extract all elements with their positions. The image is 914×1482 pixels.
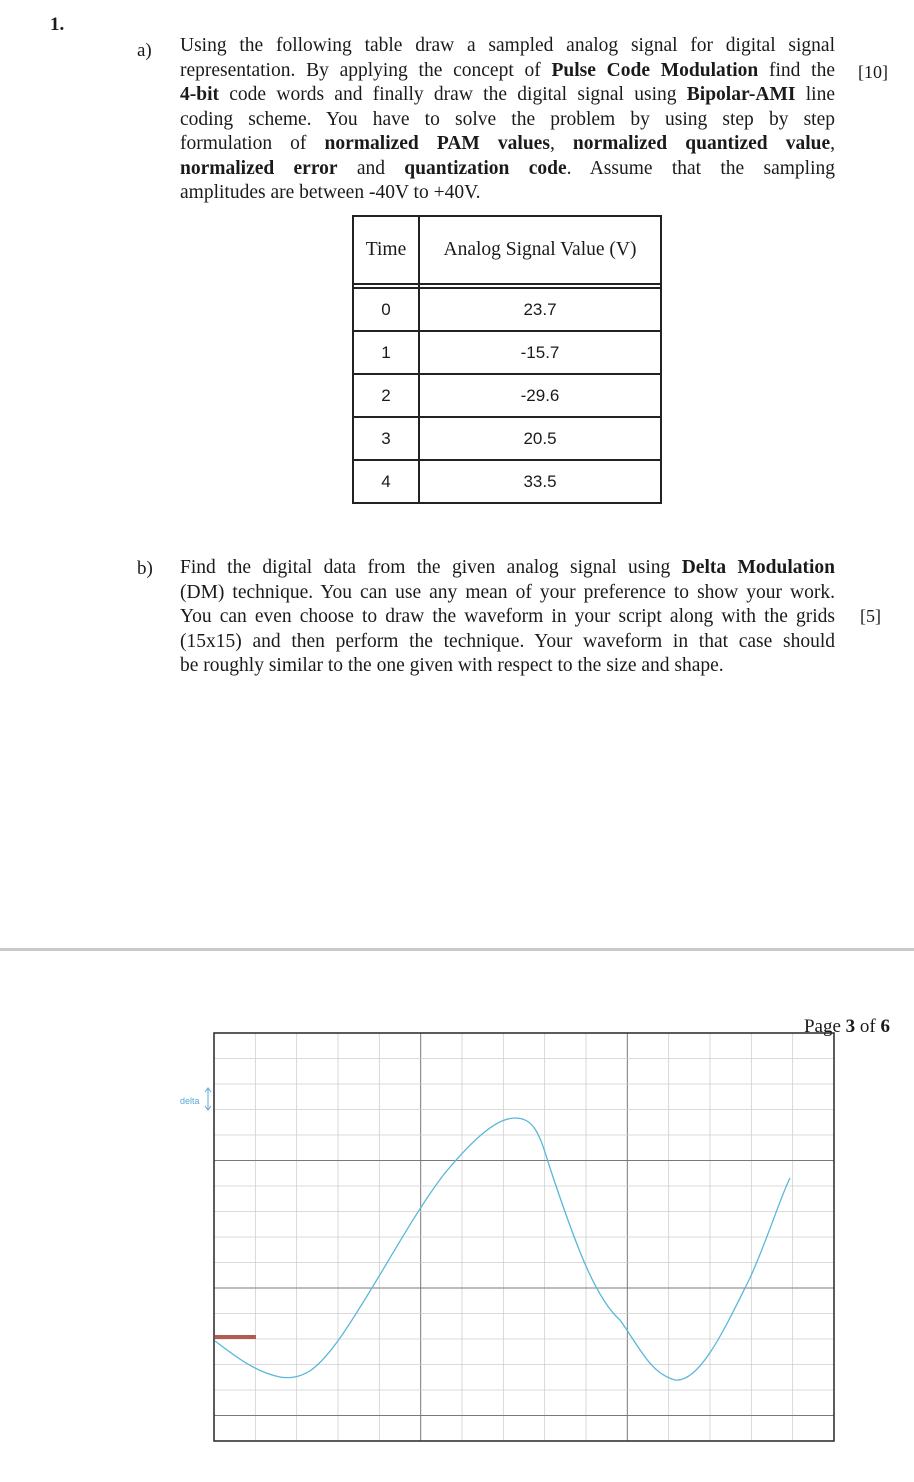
page-divider bbox=[0, 948, 914, 951]
delta-arrow-icon bbox=[205, 1088, 211, 1110]
part-a-line-6: normalized error and quantization code. Assume that the sampling bbox=[180, 157, 835, 179]
cell-time: 1 bbox=[353, 331, 419, 374]
part-a-line-4: coding scheme. You have to solve the problem by using step by step bbox=[180, 108, 835, 130]
cell-time: 4 bbox=[353, 460, 419, 503]
delta-indicator bbox=[180, 1088, 211, 1110]
signal-table bbox=[352, 215, 662, 504]
part-a-line-2: representation. By applying the concept of Pulse Code Modulation find the bbox=[180, 59, 835, 81]
term-pcm: Pulse Code Modulation bbox=[551, 59, 759, 81]
question-number: 1. bbox=[50, 14, 65, 35]
term-quantization-code: quantization code bbox=[404, 157, 567, 179]
part-a-line-1: Using the following table draw a sampled analog signal for digital signal bbox=[180, 35, 835, 56]
part-a-label: a) bbox=[137, 40, 152, 61]
grid bbox=[214, 1033, 834, 1441]
header-time: Time bbox=[353, 216, 419, 284]
cell-value: 33.5 bbox=[419, 460, 661, 503]
cell-value: 23.7 bbox=[419, 288, 661, 331]
cell-value: 20.5 bbox=[419, 417, 661, 460]
part-b-marks: [5] bbox=[860, 606, 881, 626]
term-normalized-quantized: normalized quantized value bbox=[572, 133, 831, 154]
part-b-line-3: You can even choose to draw the waveform in your script along with the grids bbox=[180, 606, 835, 627]
page-number: Page 3 of 6 bbox=[803, 1016, 890, 1037]
table-row bbox=[353, 417, 661, 460]
part-a-line-3: 4-bit code words and finally draw the digital signal using Bipolar-AMI line bbox=[180, 84, 836, 105]
table-row bbox=[353, 331, 661, 374]
term-4bit: 4-bit bbox=[180, 84, 219, 105]
delta-label: delta bbox=[180, 1096, 200, 1106]
table-row bbox=[353, 460, 661, 503]
cell-time: 3 bbox=[353, 417, 419, 460]
delta-modulation-figure bbox=[170, 1028, 840, 1448]
table-row bbox=[353, 288, 661, 331]
term-normalized-error: normalized error bbox=[180, 157, 338, 179]
part-b-line-5: be roughly similar to the one given with respect to the size and shape. bbox=[180, 655, 724, 676]
header-analog-value: Analog Signal Value (V) bbox=[419, 216, 661, 284]
cell-value: -29.6 bbox=[419, 374, 661, 417]
part-a-line-7: amplitudes are between -40V to +40V. bbox=[180, 182, 481, 203]
table-row bbox=[353, 374, 661, 417]
term-normalized-pam: normalized PAM values bbox=[324, 133, 550, 154]
analog-signal-curve bbox=[215, 1118, 790, 1380]
term-delta-modulation: Delta Modulation bbox=[681, 557, 836, 578]
part-a-text bbox=[180, 34, 835, 206]
term-bipolar-ami: Bipolar-AMI bbox=[686, 84, 796, 105]
cell-value: -15.7 bbox=[419, 331, 661, 374]
part-b-line-2: (DM) technique. You can use any mean of your preference to show your work. bbox=[180, 581, 835, 603]
table-header-row bbox=[353, 216, 661, 284]
part-b-label: b) bbox=[137, 558, 153, 579]
part-a-marks: [10] bbox=[858, 62, 888, 82]
part-b-text bbox=[180, 556, 835, 679]
cell-time: 2 bbox=[353, 374, 419, 417]
cell-time: 0 bbox=[353, 288, 419, 331]
part-a-line-5: formulation of normalized PAM values, normalized quantized value, bbox=[180, 133, 836, 154]
part-b-line-4: (15x15) and then perform the technique. Your waveform in that case should bbox=[180, 630, 835, 652]
part-b-line-1: Find the digital data from the given analog signal using Delta Modulation bbox=[180, 557, 836, 578]
